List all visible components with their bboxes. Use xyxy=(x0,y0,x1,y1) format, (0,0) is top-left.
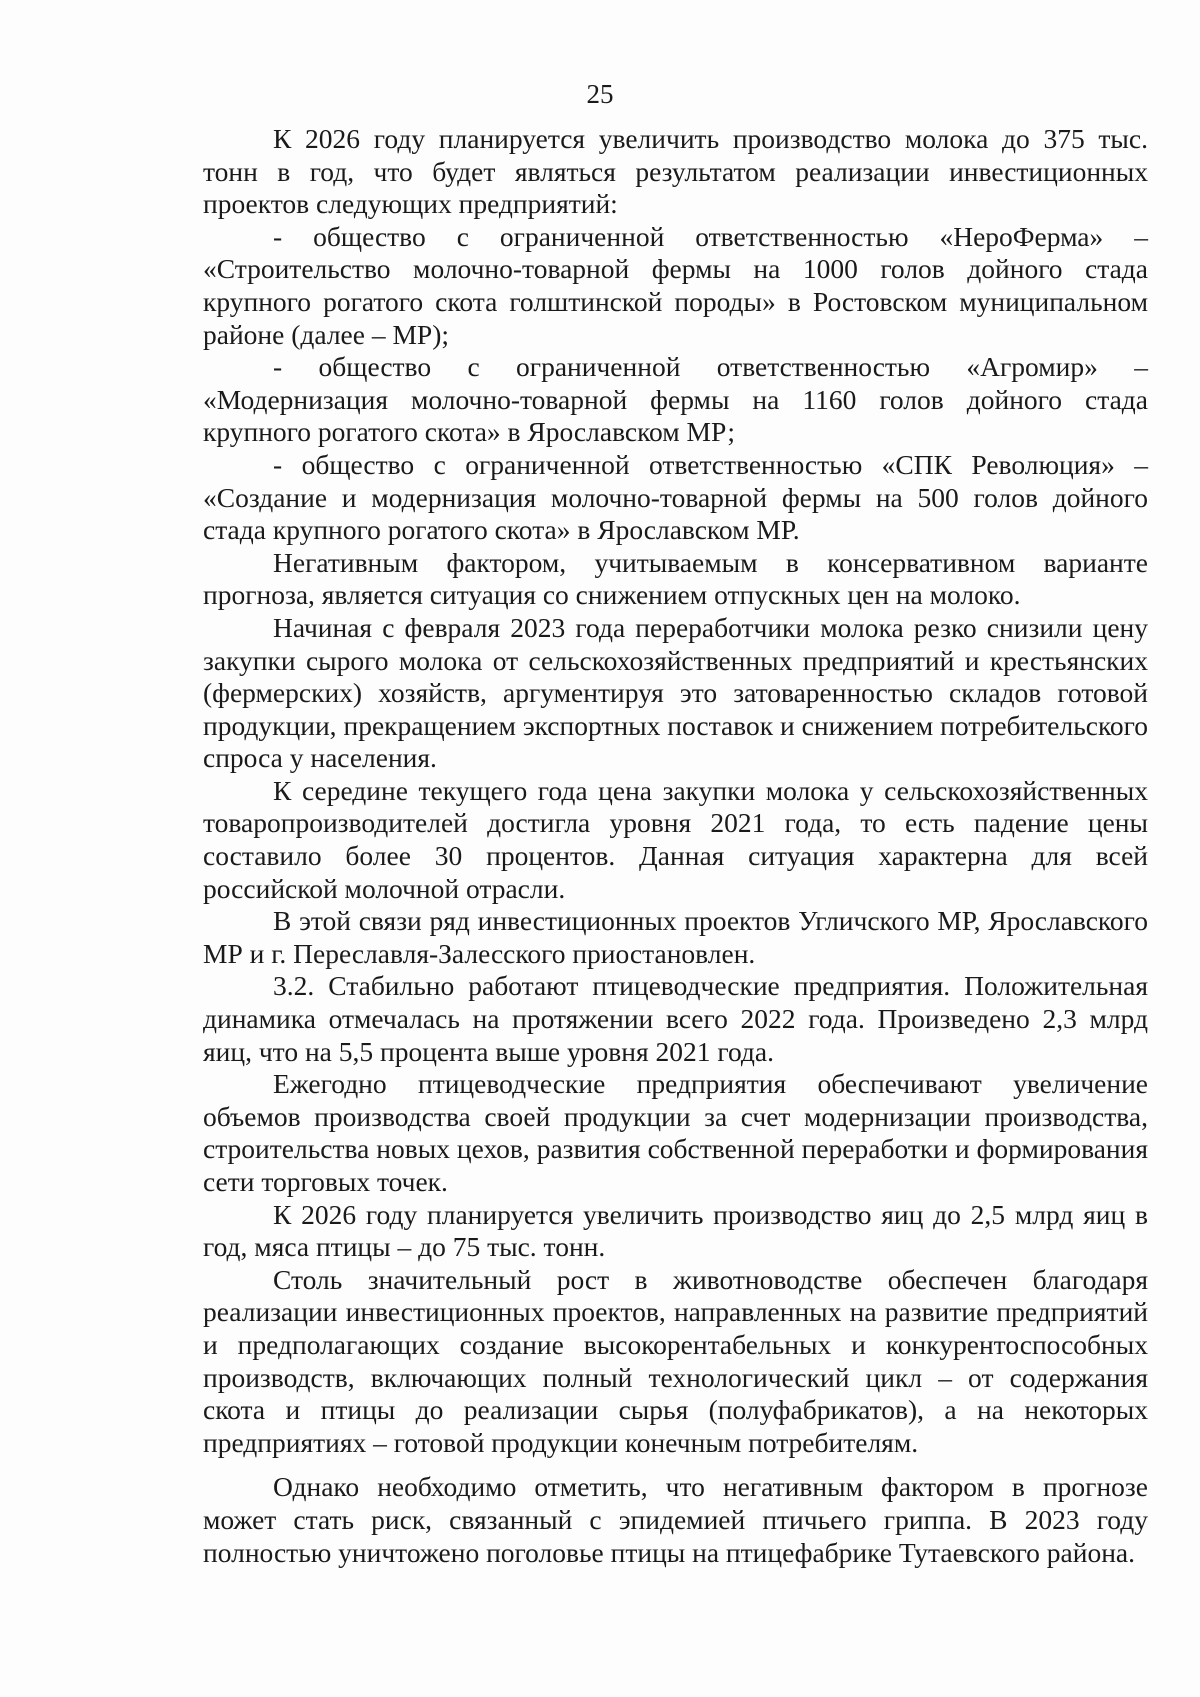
paragraph-poultry-expansion: Ежегодно птицеводческие предприятия обеспечивают увеличение объемов производства своей продукции за счет модернизации производства, строительства новых цехов, развития собственной переработки и формирования сети торговых точек. xyxy=(203,1068,1148,1197)
paragraph-negative-factor-milk-prices: Негативным фактором, учитываемым в консервативном варианте прогноза, является ситуация со снижением отпускных цен на молоко. xyxy=(203,546,1148,611)
document-body xyxy=(203,123,1148,1569)
paragraph-egg-production-plan: К 2026 году планируется увеличить производство яиц до 2,5 млрд яиц в год, мяса птицы – до 75 тыс. тонн. xyxy=(203,1198,1148,1263)
paragraph-projects-suspended: В этой связи ряд инвестиционных проектов Угличского МР, Ярославского МР и г. Переславля-Залесского приостановлен. xyxy=(203,905,1148,969)
paragraph-poultry-section: 3.2. Стабильно работают птицеводческие предприятия. Положительная динамика отмечалась на протяжении всего 2022 года. Произведено 2,3 млрд яиц, что на 5,5 процента выше уровня 2021 года. xyxy=(203,970,1148,1067)
paragraph-project-spk-revolution: - общество с ограниченной ответственностью «СПК Революция» – «Создание и модернизация молочно-товарной фермы на 500 голов дойного стада крупного рогатого скота» в Ярославском МР. xyxy=(203,448,1148,546)
paragraph-avian-flu-risk: Однако необходимо отметить, что негативным фактором в прогнозе может стать риск, связанный с эпидемией птичьего гриппа. В 2023 году полностью уничтожено поголовье птицы на птицефабрике Тутаевского района. xyxy=(203,1471,1148,1568)
paragraph-price-drop-level: К середине текущего года цена закупки молока у сельскохозяйственных товаропроизводителей достигла уровня 2021 года, то есть падение цены составило более 30 процентов. Данная ситуация характерна для всей российской молочной отрасли. xyxy=(203,774,1148,904)
paragraph-project-agromir: - общество с ограниченной ответственностью «Агромир» – «Модернизация молочно-товарной фермы на 1160 голов дойного стада крупного рогатого скота» в Ярославском МР; xyxy=(203,351,1148,448)
paragraph-milk-price-decline: Начиная с февраля 2023 года переработчики молока резко снизили цену закупки сырого молока от сельскохозяйственных предприятий и крестьянских (фермерских) хозяйств, аргументируя это затоваренностью складов готовой продукции, прекращением экспортных поставок и снижением потребительского спроса у населения. xyxy=(203,611,1148,774)
paragraph-livestock-growth: Столь значительный рост в животноводстве обеспечен благодаря реализации инвестиционных проектов, направленных на развитие предприятий и предполагающих создание высокорентабельных и конкурентоспособных производств, включающих полный технологический цикл – от содержания скота и птицы до реализации сырья (полуфабрикатов), а на некоторых предприятиях – готовой продукции конечным потребителям. xyxy=(203,1263,1148,1458)
paragraph-project-neroferma: - общество с ограниченной ответственностью «НероФерма» – «Строительство молочно-товарной фермы на 1000 голов дойного стада крупного рогатого скота голштинской породы» в Ростовском муниципальном районе (далее – МР); xyxy=(203,220,1148,350)
page-number: 25 xyxy=(586,79,614,109)
paragraph-milk-production-plan: К 2026 году планируется увеличить производство молока до 375 тыс. тонн в год, что будет являться результатом реализации инвестиционных проектов следующих предприятий: xyxy=(203,123,1148,220)
